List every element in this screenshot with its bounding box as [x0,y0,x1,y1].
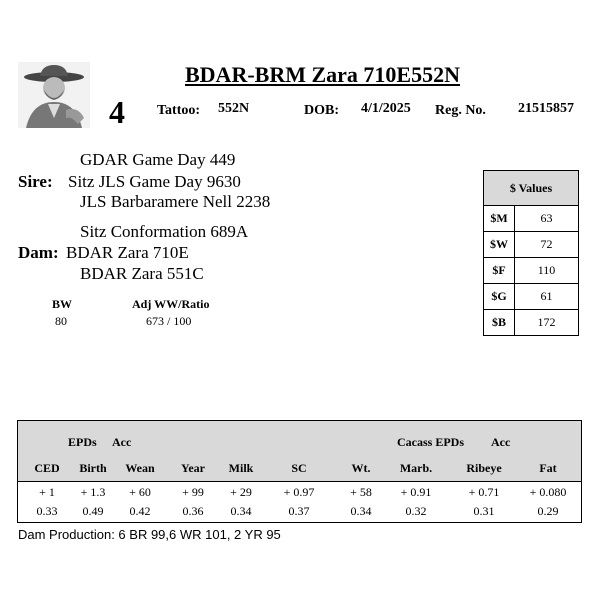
dollar-value-row [484,206,578,231]
dollar-values-title: $ Values [484,171,578,206]
epd-accuracy: 0.49 [82,504,104,518]
epd-accuracy: 0.36 [182,504,204,518]
epd-value: + 1 [39,485,55,499]
dollar-value-number: 63 [540,211,553,225]
carcass-epd-group-label: Cacass EPDs [397,435,465,449]
cowboy-logo-image [18,62,90,128]
dollar-value-key: $G [484,284,515,309]
epd-accuracy: 0.34 [230,504,252,518]
lot-number: 4 [109,94,125,130]
epd-value: + 58 [350,485,372,499]
epd-value: + 1.3 [80,485,106,499]
dollar-value-number: 110 [537,263,556,277]
dam-name: BDAR Zara 710E [66,243,189,262]
epd-accuracy: 0.34 [350,504,372,518]
animal-name: BDAR-BRM Zara 710E552N [185,62,460,87]
epd-accuracy: 0.29 [537,504,559,518]
epd-value: + 0.97 [283,485,315,499]
epd-column-header: Year [181,461,205,475]
epd-value: + 99 [182,485,204,499]
epd-column-header: Milk [228,461,254,475]
sire-name: Sitz JLS Game Day 9630 [68,172,241,191]
epd-column-header: Marb. [399,461,433,475]
epd-table [17,420,582,523]
epd-column-header: Wean [125,461,155,475]
epd-table-header [18,421,581,482]
epd-accuracy: 0.32 [405,504,427,518]
epd-value: + 29 [230,485,252,499]
tattoo-value: 552N [218,101,250,116]
epd-value: + 0.91 [400,485,432,499]
dollar-value-row [484,231,578,257]
epd-accuracy: 0.42 [129,504,151,518]
epd-value: + 0.71 [468,485,500,499]
epd-group-label: EPDs [68,435,97,449]
epd-column-header: Fat [539,461,557,475]
dollar-value-number: 72 [540,237,553,251]
epd-accuracy: 0.33 [36,504,58,518]
dollar-value-key: $M [484,206,515,231]
epd-accuracy: 0.37 [288,504,310,518]
dollar-value-row [484,257,578,283]
dam-dam: BDAR Zara 551C [80,264,204,283]
dollar-value-number: 172 [537,315,556,329]
sire-dam: JLS Barbaramere Nell 2238 [80,192,271,211]
epd-column-header: Ribeye [466,461,502,475]
epd-column-header: Wt. [351,461,371,475]
dollar-value-key: $B [484,310,515,335]
epd-value: + 0.080 [529,485,567,499]
dollar-value-key: $F [484,258,515,283]
sire-label: Sire: [18,172,53,191]
tattoo-label: Tattoo: [157,103,201,118]
epd-column-header: SC [291,461,307,475]
dollar-value-row [484,283,578,309]
dam-production: Dam Production: 6 BR 99,6 WR 101, 2 YR 95 [18,527,281,542]
carcass-epd-acc-label: Acc [491,435,511,449]
epd-column-header: CED [34,461,60,475]
dam-label: Dam: [18,243,59,262]
reg-value: 21515857 [518,101,574,116]
dollar-value-number: 61 [540,289,553,303]
dollar-value-key: $W [484,232,515,257]
dollar-values-box [483,170,579,336]
dam-sire: Sitz Conformation 689A [80,222,249,241]
bw-value: 80 [55,314,67,328]
epd-value: + 60 [129,485,151,499]
bw-label: BW [52,297,73,311]
ww-label: Adj WW/Ratio [132,297,210,311]
dob-value: 4/1/2025 [361,101,411,116]
epd-accuracy: 0.31 [473,504,495,518]
epd-column-header: Birth [79,461,107,475]
ww-value: 673 / 100 [146,314,192,328]
reg-label: Reg. No. [435,103,486,118]
dob-label: DOB: [304,103,339,118]
dollar-value-row [484,309,578,335]
sire-sire: GDAR Game Day 449 [80,150,236,169]
epd-group-acc-label: Acc [112,435,132,449]
